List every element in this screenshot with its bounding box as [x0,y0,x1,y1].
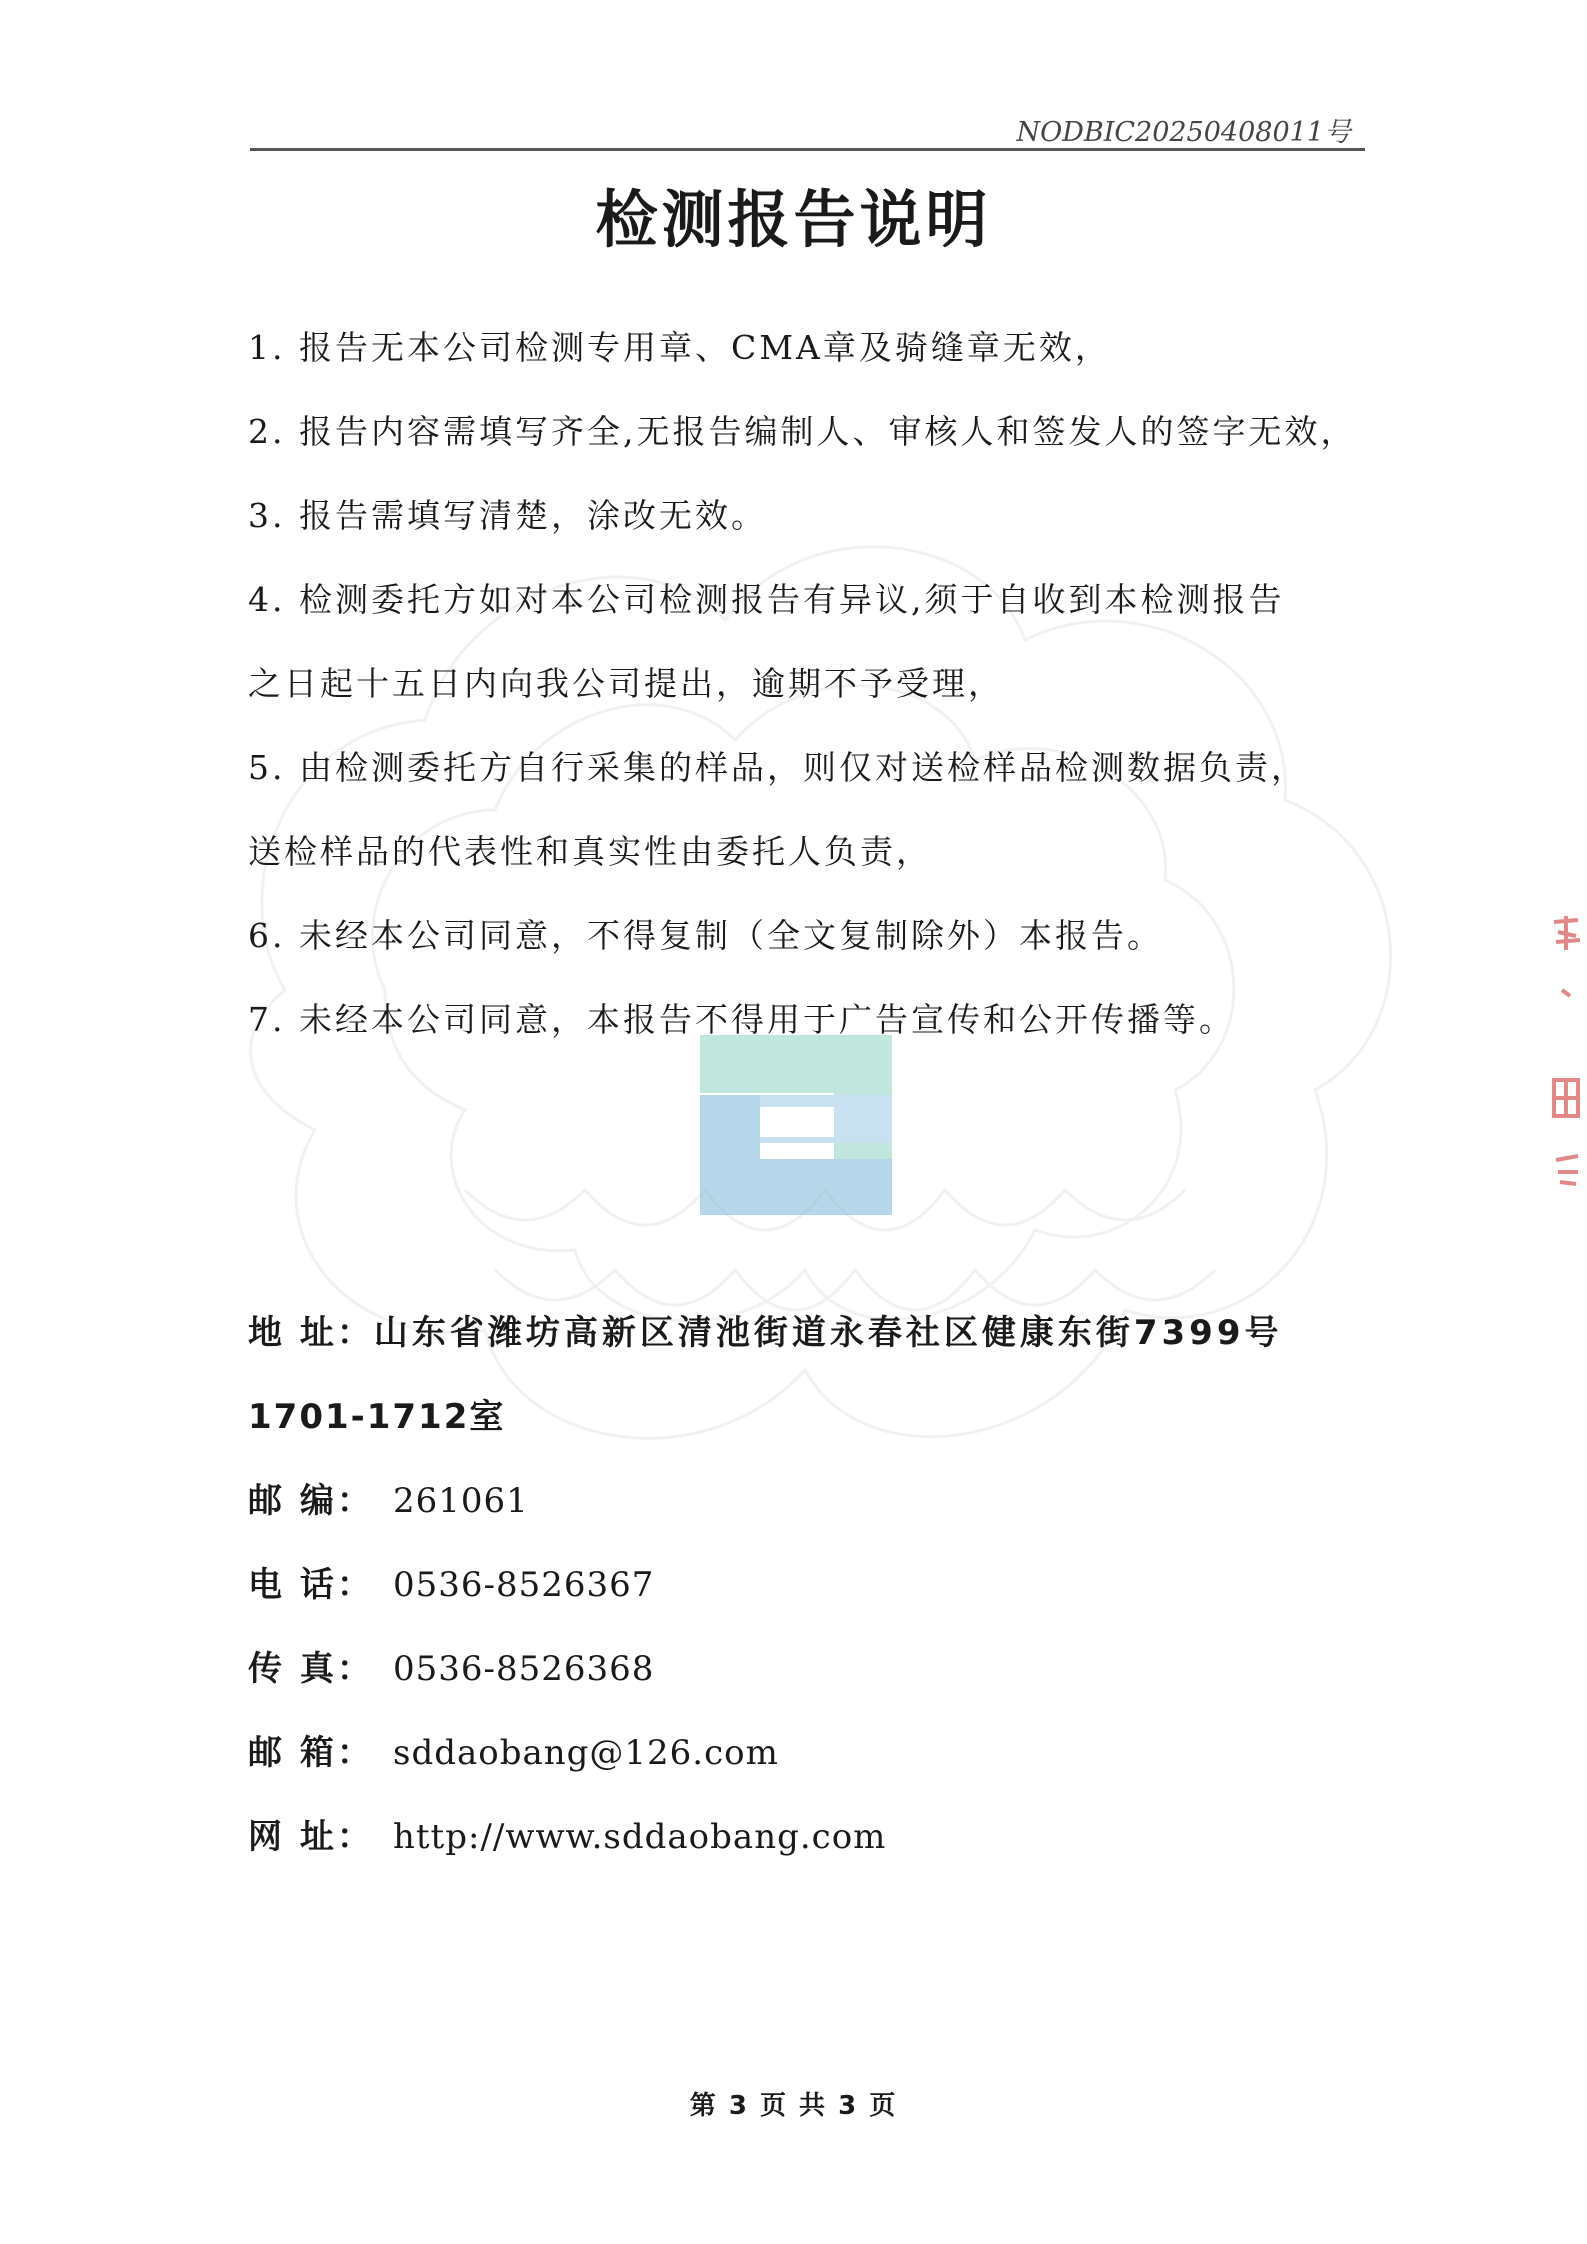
phone-label: 电 话： [248,1565,374,1605]
note-item: 5. 由检测委托方自行采集的样品，则仅对送检样品检测数据负责， [248,748,1307,787]
address-value: 山东省潍坊高新区清池街道永春社区健康东街7399号 [373,1313,1283,1353]
note-item: 4. 检测委托方如对本公司检测报告有异议,须于自收到本检测报告 [248,580,1285,619]
report-number: NODBIC20250408011号 [1016,117,1351,148]
note-item: 6. 未经本公司同意，不得复制（全文复制除外）本报告。 [248,916,1163,955]
postcode-value: 261061 [393,1481,529,1521]
postcode-row [248,1473,1398,1557]
page-title: 检测报告说明 [595,183,992,256]
fax-row [248,1641,1398,1725]
email-value: sddaobang@126.com [393,1733,779,1773]
phone-row [248,1557,1398,1641]
header-divider [250,148,1365,151]
address-room: 1701-1712室 [248,1397,506,1437]
website-row [248,1809,1398,1893]
website-value: http://www.sddaobang.com [393,1817,887,1857]
email-label: 邮 箱： [248,1733,374,1773]
note-item: 7. 未经本公司同意，本报告不得用于广告宣传和公开传播等。 [248,1000,1235,1039]
address-row-continuation [248,1389,1398,1473]
contact-info [248,1305,1398,1893]
report-notes [248,320,1398,1076]
note-item: 3. 报告需填写清楚，涂改无效。 [248,496,767,535]
note-item-continuation: 送检样品的代表性和真实性由委托人负责， [248,832,932,871]
fax-value: 0536-8526368 [393,1649,655,1689]
page-footer: 第 3 页 共 3 页 [689,2091,898,2121]
seal-stamp-fragment [1548,910,1587,1200]
note-item: 1. 报告无本公司检测专用章、CMA章及骑缝章无效， [248,328,1111,367]
email-row [248,1725,1398,1809]
fax-label: 传 真： [248,1649,374,1689]
address-row [248,1305,1398,1389]
note-item-continuation: 之日起十五日内向我公司提出，逾期不予受理， [248,664,1004,703]
postcode-label: 邮 编： [248,1481,374,1521]
address-label: 地 址： [248,1313,374,1353]
phone-value: 0536-8526367 [393,1565,655,1605]
note-item: 2. 报告内容需填写齐全,无报告编制人、审核人和签发人的签字无效， [248,412,1357,451]
website-label: 网 址： [248,1817,374,1857]
